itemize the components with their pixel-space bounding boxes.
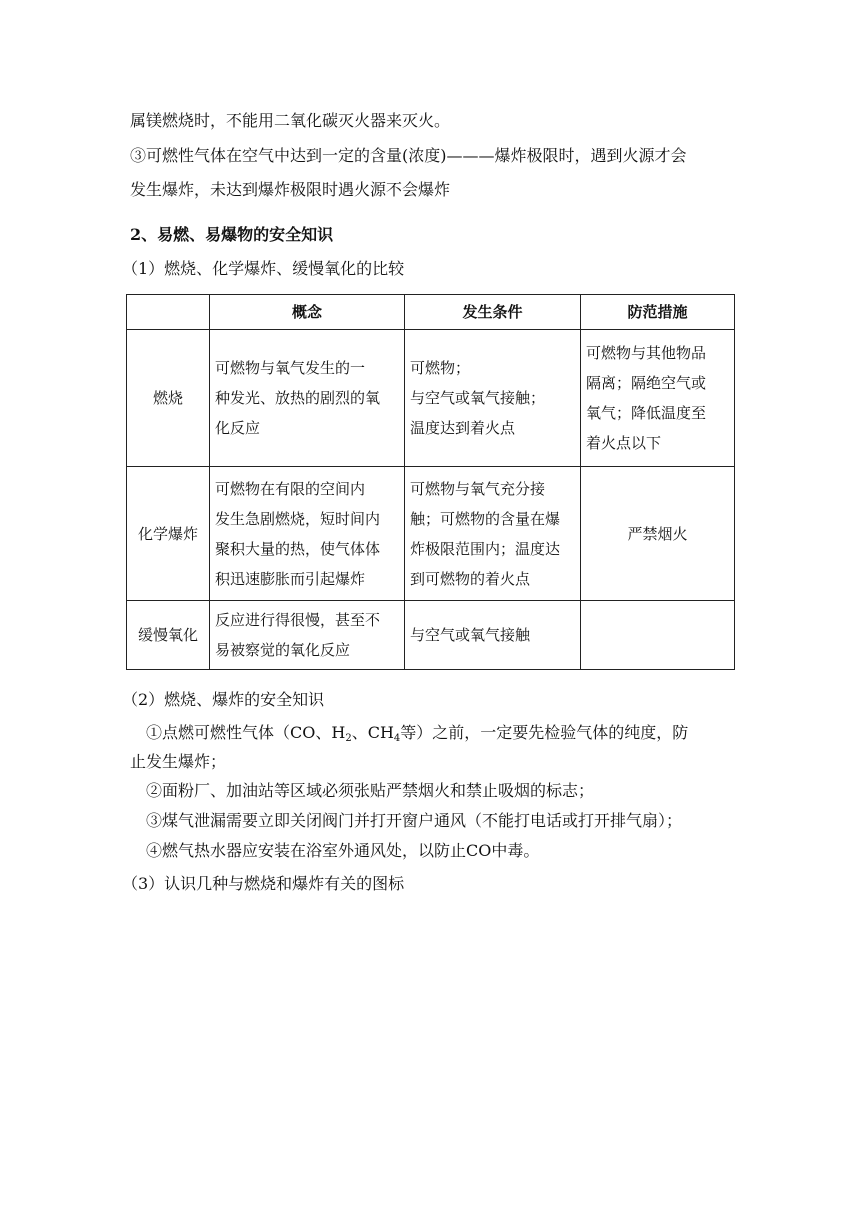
cell-text: 到可燃物的着火点 — [410, 569, 531, 588]
safety-item-3: ③煤气泄漏需要立即关闭阀门并打开窗户通风（不能打电话或打开排气扇）； — [146, 811, 683, 830]
intro-line-3: 发生爆炸，未达到爆炸极限时遇火源不会爆炸 — [130, 180, 451, 199]
condition-cell — [405, 601, 581, 670]
subsection-title-2: （2）燃烧、爆炸的安全知识 — [122, 690, 325, 709]
item-text: ①点燃可燃性气体（CO、H — [146, 723, 346, 742]
row-label: 缓慢氧化 — [127, 601, 210, 670]
cell-text: 隔离；隔绝空气或 — [586, 374, 707, 392]
cell-text: 发生急剧燃烧，短时间内 — [215, 509, 381, 528]
comparison-table — [126, 294, 735, 670]
cell-text: 反应进行得很慢，甚至不 — [215, 611, 381, 629]
cell-text: 聚积大量的热，使气体体 — [215, 539, 381, 558]
cell-text: 种发光、放热的剧烈的氧 — [215, 389, 381, 407]
item-text: 等）之前，一定要先检验气体的纯度，防 — [400, 723, 689, 742]
prevention-cell — [581, 601, 735, 670]
cell-text: 积迅速膨胀而引起爆炸 — [215, 569, 366, 588]
concept-cell — [210, 601, 405, 670]
cell-text: 可燃物与氧气发生的一 — [215, 359, 366, 377]
cell-text: 可燃物与氧气充分接 — [410, 479, 546, 498]
cell-text: 可燃物与其他物品 — [586, 344, 707, 362]
condition-cell — [405, 467, 581, 601]
condition-cell — [405, 330, 581, 467]
intro-line-2: ③可燃性气体在空气中达到一定的含量(浓度)———爆炸极限时，遇到火源才会 — [130, 146, 687, 165]
safety-item-4: ④燃气热水器应安装在浴室外通风处，以防止CO中毒。 — [146, 841, 540, 860]
safety-item-2: ②面粉厂、加油站等区域必须张贴严禁烟火和禁止吸烟的标志； — [146, 781, 595, 800]
concept-cell — [210, 467, 405, 601]
safety-item-1 — [146, 721, 756, 745]
cell-text: 温度达到着火点 — [410, 419, 516, 437]
table-row — [127, 601, 735, 670]
subsection-title-3: （3）认识几种与燃烧和爆炸有关的图标 — [122, 874, 405, 893]
table-header-cell — [127, 295, 210, 330]
row-label: 化学爆炸 — [127, 467, 210, 601]
cell-text: 触；可燃物的含量在爆 — [410, 509, 561, 528]
cell-text: 着火点以下 — [586, 434, 662, 452]
cell-text: 氧气；降低温度至 — [586, 404, 707, 422]
row-label: 燃烧 — [127, 330, 210, 467]
section-heading: 2、易燃、易爆物的安全知识 — [130, 225, 334, 244]
cell-text: 可燃物； — [410, 359, 471, 377]
table-header-row — [127, 295, 735, 330]
safety-item-1-continued: 止发生爆炸； — [130, 752, 227, 771]
intro-line-1: 属镁燃烧时，不能用二氧化碳灭火器来灭火。 — [130, 111, 451, 130]
cell-text: 炸极限范围内；温度达 — [410, 539, 561, 558]
cell-text: 化反应 — [215, 419, 261, 437]
concept-cell — [210, 330, 405, 467]
table-row — [127, 467, 735, 601]
table-header-cell: 发生条件 — [405, 295, 581, 330]
cell-text: 与空气或氧气接触 — [410, 626, 531, 644]
cell-text: 可燃物在有限的空间内 — [215, 479, 366, 498]
subscript: 4 — [393, 733, 401, 744]
prevention-cell — [581, 330, 735, 467]
table-header-cell: 防范措施 — [581, 295, 735, 330]
item-text: 、CH — [351, 723, 394, 742]
subsection-title-1: （1）燃烧、化学爆炸、缓慢氧化的比较 — [122, 259, 405, 278]
prevention-cell — [581, 467, 735, 601]
table-header-cell: 概念 — [210, 295, 405, 330]
cell-text: 易被察觉的氧化反应 — [215, 641, 351, 659]
cell-text: 严禁烟火 — [627, 524, 688, 543]
cell-text: 与空气或氧气接触； — [410, 389, 546, 407]
subscript: 2 — [345, 733, 352, 744]
table-row — [127, 330, 735, 467]
